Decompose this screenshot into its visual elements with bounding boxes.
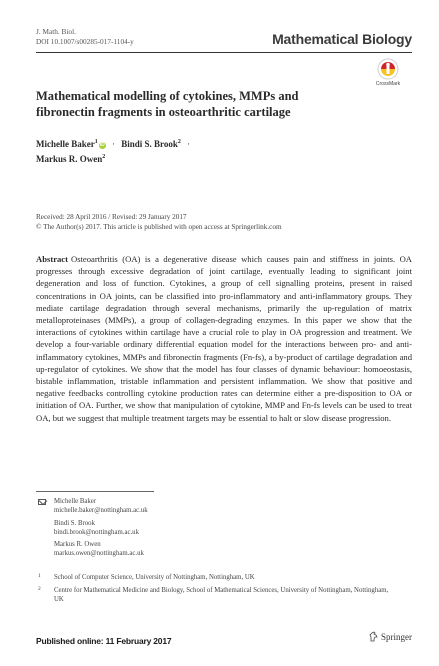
author-list (36, 136, 396, 165)
journal-abbrev: J. Math. Biol. (36, 27, 76, 36)
affiliation-entry (36, 573, 396, 582)
affiliation-number: 2 (38, 586, 41, 592)
copyright-notice: © The Author(s) 2017. This article is published with open access at Springerlink.com (36, 223, 282, 231)
author-name[interactable]: Markus R. Owen (36, 153, 103, 164)
orcid-icon[interactable]: iD (99, 142, 105, 148)
contact-name: Michelle Baker (54, 498, 97, 505)
crossmark-label: CrossMark (375, 81, 401, 87)
contact-entry (36, 519, 396, 537)
footnote-divider (36, 491, 154, 492)
contact-email[interactable]: bindi.brook@nottingham.ac.uk (54, 528, 139, 536)
received-dates: Received: 28 April 2016 / Revised: 29 January 2017 (36, 213, 187, 221)
contact-list (36, 497, 396, 562)
author-separator: · (187, 139, 191, 149)
contact-name: Bindi S. Brook (54, 519, 95, 527)
header-divider (36, 52, 412, 53)
article-title: Mathematical modelling of cytokines, MMPs and fibronectin fragments in osteoarthritic cartilage (36, 89, 299, 119)
contact-entry (36, 540, 396, 558)
contact-entry (36, 497, 396, 515)
abstract-text: Osteoarthritis (OA) is a degenerative disease which causes pain and stiffness in joints. OA progresses through excessive degradation of joint cartilage, eventually leading to significant joint degeneration and loss of function. Cytokines, a group of cell signalling proteins, present in raised concentrations in OA joints, can be classified into pro-inflammatory and anti-inflammatory groups. They mediate cartilage degradation through several mechanisms, primarily the up-regulation of matrix metalloproteinases (MMPs), a group of collagen-degrading enzymes. In this paper we show that the interactions of cytokines within cartilage have a crucial role to play in OA progression and treatment. We develop a four-variable ordinary differential equation model for the interactions between pro- and anti-inflammatory cytokines, MMPs and fibronectin fragments (Fn-fs), a by-product of cartilage degradation and up-regulator of cytokines. We show that the model has four classes of dynamic behaviour: homoeostasis, bistable inflammation, tristable inflammation and persistent inflammation. We show that positive and negative feedbacks controlling cytokine production rates can determine either a pre-disposition to OA or initiation of OA. Further, we show that manipulation of cytokine, MMP and Fn-fs levels can be used to treat OA, but we suggest that multiple treatment targets may be essential to halt or slow disease progression. (36, 254, 412, 423)
author-affiliation-marker: 1 (94, 139, 98, 145)
publisher-logo[interactable] (369, 631, 412, 642)
springer-horse-icon (369, 631, 378, 642)
crossmark-icon (377, 58, 399, 80)
contact-email[interactable]: markus.owen@nottingham.ac.uk (54, 550, 144, 557)
mail-icon (38, 499, 46, 505)
affiliation-entry (36, 586, 396, 604)
doi[interactable]: DOI 10.1007/s00285-017-1104-y (36, 37, 134, 46)
abstract (36, 253, 412, 424)
published-date: Published online: 11 February 2017 (36, 636, 172, 646)
affiliation-text: Centre for Mathematical Medicine and Biology, School of Mathematical Sciences, University of Nottingham, Nottingham, UK (54, 587, 389, 603)
journal-name: Mathematical Biology (272, 31, 412, 47)
crossmark-badge[interactable] (366, 58, 410, 87)
contact-name: Markus R. Owen (54, 541, 101, 548)
publisher-name: Springer (381, 631, 412, 642)
author-affiliation-marker: 2 (177, 139, 181, 145)
affiliation-number: 1 (38, 573, 41, 579)
affiliation-list (36, 573, 396, 608)
article-history (36, 212, 416, 232)
author-name[interactable]: Bindi S. Brook (121, 139, 178, 149)
abstract-label: Abstract (36, 254, 68, 264)
author-affiliation-marker: 2 (102, 153, 106, 160)
journal-reference (36, 27, 134, 47)
author-name[interactable]: Michelle Baker (36, 139, 95, 149)
affiliation-text: School of Computer Science, University of Nottingham, Nottingham, UK (54, 574, 255, 581)
author-separator: · (111, 139, 115, 149)
contact-email[interactable]: michelle.baker@nottingham.ac.uk (54, 507, 148, 514)
